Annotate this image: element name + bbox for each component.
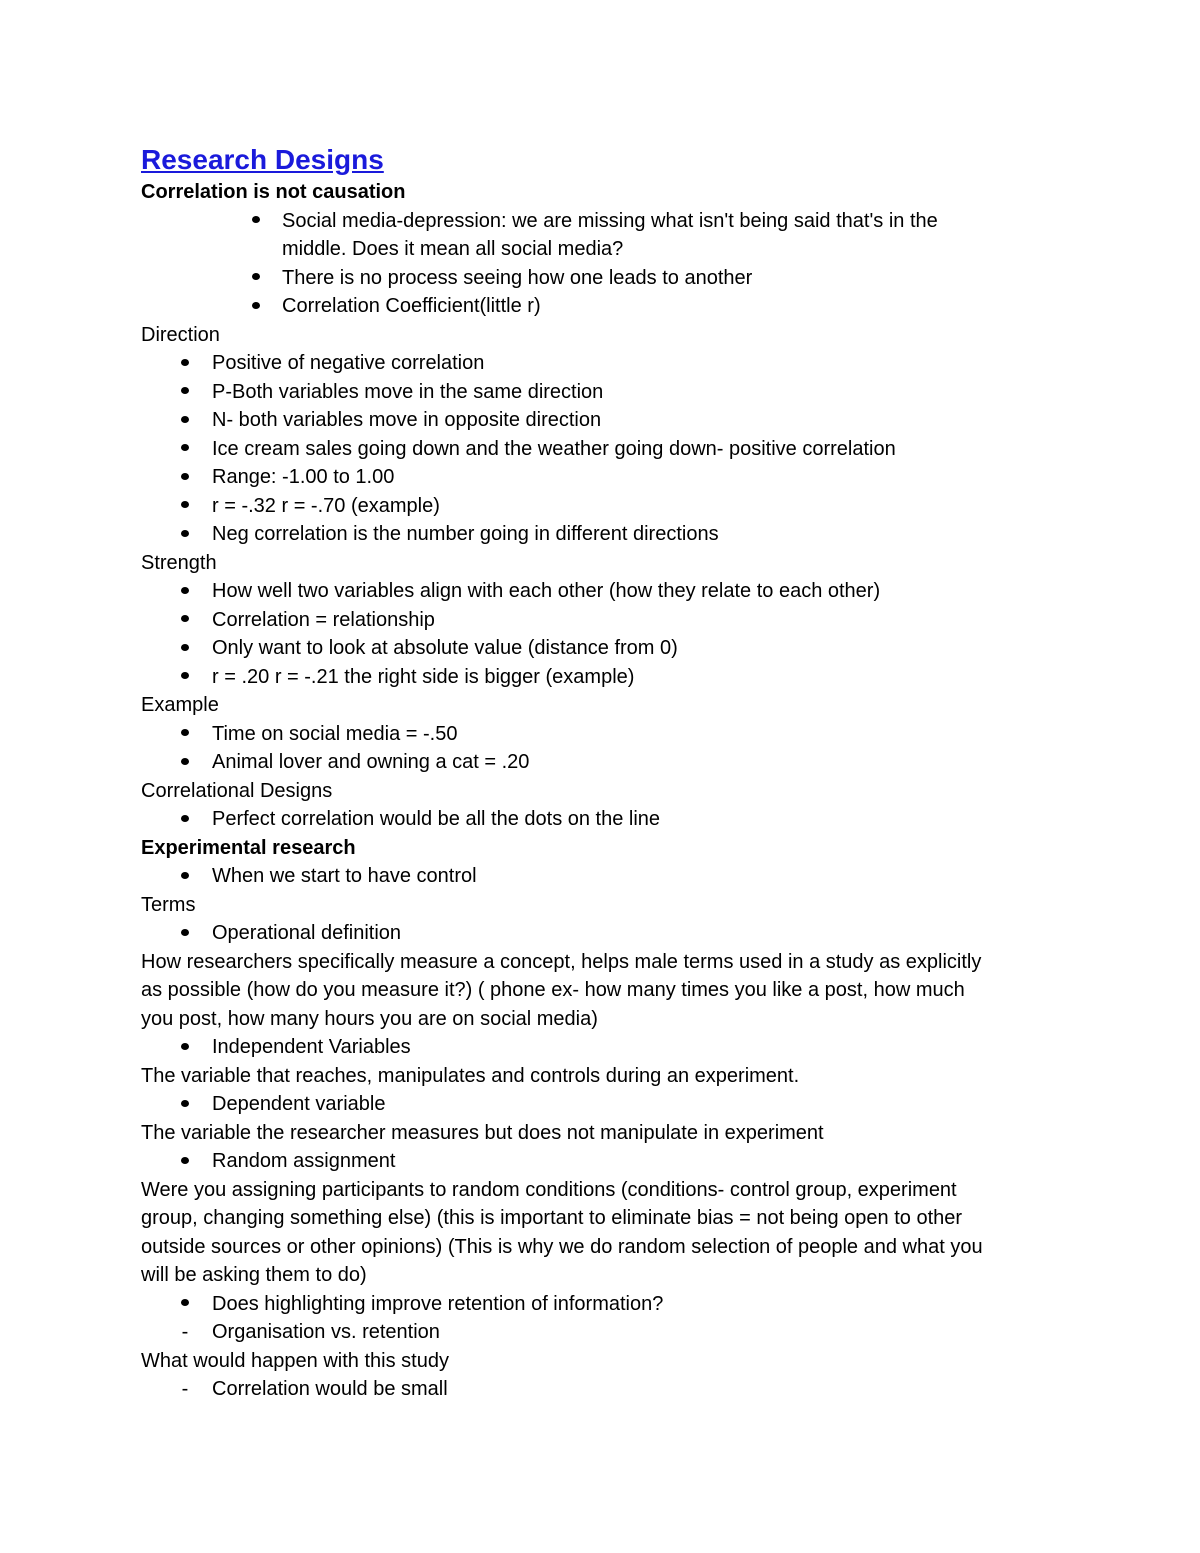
subheading: What would happen with this study	[141, 1349, 449, 1372]
bullet-dot-icon	[178, 463, 192, 492]
list-item	[141, 1033, 1061, 1062]
list-item-text: r = .20 r = -.21 the right side is bigger (example)	[212, 665, 635, 688]
document-content	[141, 142, 1061, 1404]
list-item	[141, 1090, 1061, 1119]
list-item-text: Range: -1.00 to 1.00	[212, 466, 395, 488]
bullet-dot-icon	[178, 606, 192, 635]
bullet-dot-icon	[249, 292, 263, 321]
list-item	[141, 720, 1061, 749]
list-item-text: How well two variables align with each other (how they relate to each other)	[212, 580, 881, 602]
list-item-text: N- both variables move in opposite direction	[212, 409, 602, 431]
list-item-text: r = -.32 r = -.70 (example)	[212, 494, 440, 517]
list-item-text: Animal lover and owning a cat = .20	[212, 751, 530, 773]
bullet-dot-icon	[178, 520, 192, 549]
list-item-text: Correlation would be small	[212, 1378, 448, 1400]
list-item	[141, 1318, 1061, 1347]
list-item-text: Neg correlation is the number going in different directions	[212, 523, 719, 545]
list-item-text: Random assignment	[212, 1150, 396, 1172]
bullet-dot-icon	[178, 406, 192, 435]
list-item-text: Only want to look at absolute value (distance from 0)	[212, 637, 678, 659]
bullet-dot-icon	[249, 207, 263, 236]
list-item	[141, 748, 1061, 777]
list-item-text: Social media-depression: we are missing what isn't being said that's in the	[282, 209, 938, 232]
list-item-text: When we start to have control	[212, 865, 477, 887]
paragraph-line: group, changing something else) (this is important to eliminate bias = not being open to other	[141, 1207, 963, 1229]
bullet-dot-icon	[178, 919, 192, 948]
paragraph-line: will be asking them to do)	[141, 1264, 367, 1286]
list-item	[141, 663, 1061, 692]
list-item-text: Positive of negative correlation	[212, 352, 485, 374]
list-item	[141, 577, 1061, 606]
list-item	[141, 406, 1061, 435]
bullet-dot-icon	[178, 1090, 192, 1119]
list-item	[141, 235, 1061, 264]
bullet-dot-icon	[178, 1290, 192, 1319]
document-body	[141, 178, 1061, 1404]
list-item	[141, 463, 1061, 492]
list-item-text: Does highlighting improve retention of information?	[212, 1292, 664, 1315]
bullet-dot-icon	[178, 720, 192, 749]
bullet-dot-icon	[178, 634, 192, 663]
section-heading: Correlation is not causation	[141, 181, 406, 203]
bullet-dot-icon	[178, 577, 192, 606]
subheading: The variable the researcher measures but does not manipulate in experiment	[141, 1121, 824, 1144]
bullet-dot-icon	[178, 805, 192, 834]
paragraph-line: as possible (how do you measure it?) ( phone ex- how many times you like a post, how much	[141, 979, 965, 1001]
list-item-text: Ice cream sales going down and the weather going down- positive correlation	[212, 437, 896, 460]
subheading: Direction	[141, 323, 220, 346]
list-item-text: Operational definition	[212, 922, 402, 944]
bullet-dot-icon	[178, 862, 192, 891]
bullet-dot-icon	[178, 349, 192, 378]
list-item	[141, 805, 1061, 834]
list-item	[141, 378, 1061, 407]
paragraph-line: you post, how many hours you are on social media)	[141, 1007, 598, 1030]
list-item-text: Correlation = relationship	[212, 608, 435, 631]
bullet-dot-icon	[178, 748, 192, 777]
list-item-text: Time on social media = -.50	[212, 722, 458, 745]
list-item	[141, 492, 1061, 521]
section-heading: Experimental research	[141, 836, 356, 859]
list-item	[141, 292, 1061, 321]
bullet-dot-icon	[178, 1033, 192, 1062]
list-item	[141, 1290, 1061, 1319]
list-item-text: Organisation vs. retention	[212, 1321, 440, 1343]
list-item-text: There is no process seeing how one leads to another	[282, 266, 753, 289]
bullet-dot-icon	[249, 264, 263, 293]
list-item	[141, 634, 1061, 663]
list-item-text: P-Both variables move in the same direction	[212, 380, 604, 403]
subheading: The variable that reaches, manipulates and controls during an experiment.	[141, 1064, 800, 1087]
list-item-text: Dependent variable	[212, 1093, 386, 1115]
paragraph-line: outside sources or other opinions) (This is why we do random selection of people and what you	[141, 1235, 983, 1258]
bullet-dot-icon	[178, 1147, 192, 1176]
list-item-text: Independent Variables	[212, 1036, 411, 1058]
list-item	[141, 349, 1061, 378]
list-item	[141, 862, 1061, 891]
list-item	[141, 1375, 1061, 1404]
list-item	[141, 435, 1061, 464]
subheading: Example	[141, 694, 219, 716]
list-item-text: Perfect correlation would be all the dots on the line	[212, 808, 661, 830]
list-item	[141, 207, 1061, 236]
bullet-dot-icon	[178, 492, 192, 521]
paragraph-line: Were you assigning participants to random conditions (conditions- control group, experiment	[141, 1178, 957, 1201]
list-item	[141, 919, 1061, 948]
list-item	[141, 1147, 1061, 1176]
list-item	[141, 606, 1061, 635]
bullet-dot-icon	[178, 663, 192, 692]
list-item-text: Correlation Coefficient(little r)	[282, 295, 541, 317]
document-title: Research Designs	[141, 144, 384, 175]
subheading: Correlational Designs	[141, 779, 333, 802]
list-item	[141, 264, 1061, 293]
subheading: Terms	[141, 893, 196, 916]
list-item	[141, 520, 1061, 549]
bullet-dot-icon	[178, 378, 192, 407]
bullet-dot-icon	[178, 435, 192, 464]
list-item-text: middle. Does it mean all social media?	[282, 238, 624, 260]
bullet-dash-icon: -	[181, 1321, 189, 1343]
paragraph-line: How researchers specifically measure a concept, helps male terms used in a study as explicitly	[141, 950, 982, 973]
subheading: Strength	[141, 551, 217, 574]
bullet-dash-icon: -	[181, 1378, 189, 1400]
